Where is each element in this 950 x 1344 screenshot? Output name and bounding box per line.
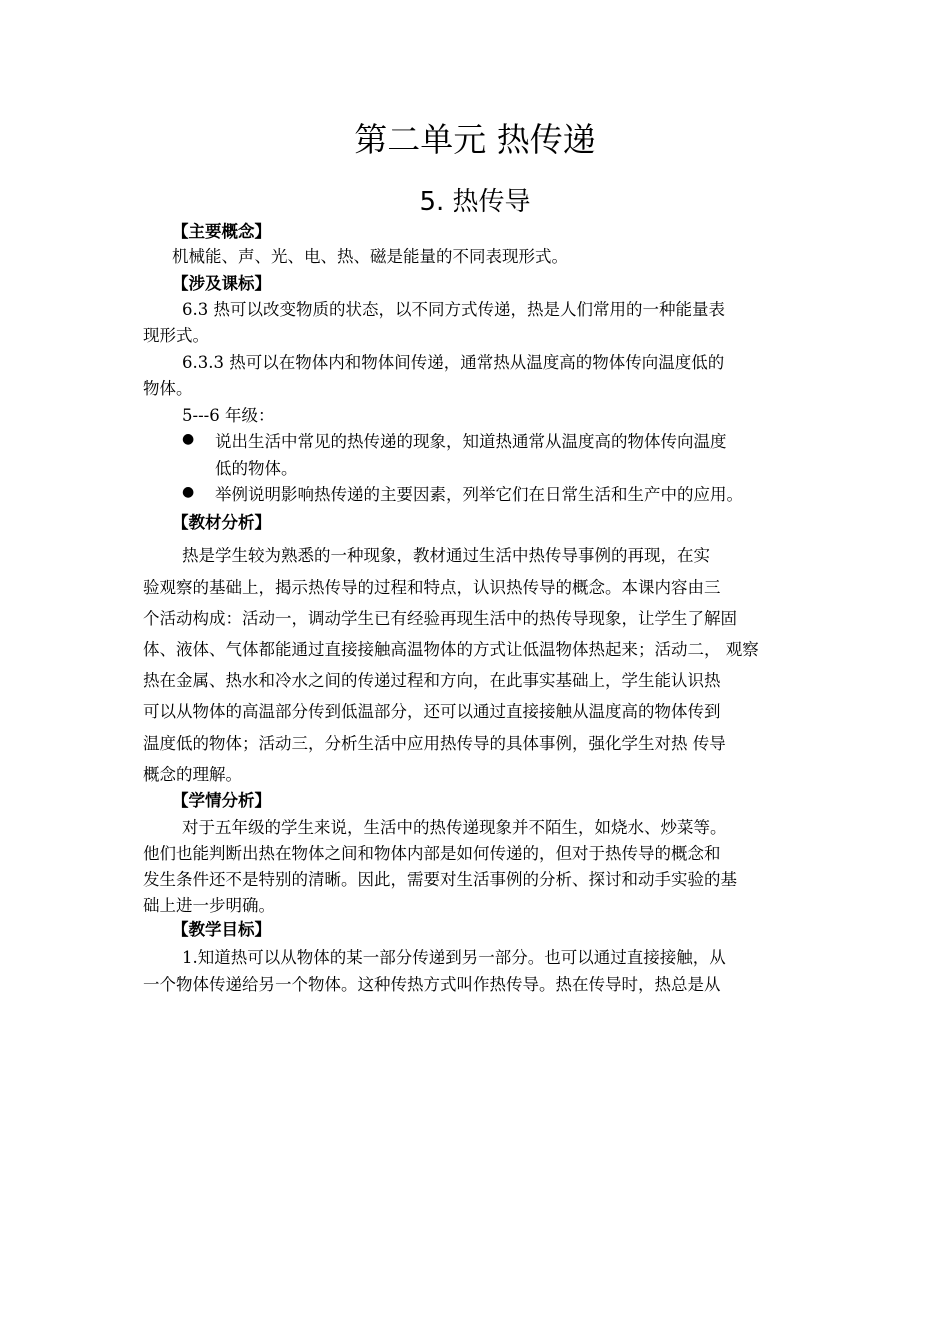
- material-line: 个活动构成：活动一，调动学生已有经验再现生活中的热传导现象，让学生了解固: [143, 609, 737, 628]
- section-heading-standards: 【涉及课标】: [172, 274, 271, 293]
- unit-title: 第二单元 热传递: [354, 120, 596, 159]
- learner-line: 础上进一步明确。: [143, 896, 275, 915]
- section-heading-goals: 【教学目标】: [172, 920, 271, 939]
- learner-line: 对于五年级的学生来说，生活中的热传递现象并不陌生，如烧水、炒菜等。: [182, 818, 727, 837]
- lesson-title: 5. 热传导: [419, 187, 531, 217]
- material-line: 验观察的基础上，揭示热传导的过程和特点，认识热传导的概念。本课内容由三: [143, 578, 721, 597]
- material-line: 温度低的物体；活动三，分析生活中应用热传导的具体事例，强化学生对热 传导: [143, 734, 726, 753]
- material-line: 热是学生较为熟悉的一种现象，教材通过生活中热传导事例的再现，在实: [182, 546, 710, 565]
- bullet-1-line-1: 说出生活中常见的热传递的现象，知道热通常从温度高的物体传向温度: [215, 432, 727, 451]
- grade-label: 5---6 年级：: [182, 406, 275, 425]
- bullet-2-line-1: 举例说明影响热传递的主要因素，列举它们在日常生活和生产中的应用。: [215, 485, 743, 504]
- standard-1-line-1: 6.3 热可以改变物质的状态，以不同方式传递，热是人们常用的一种能量表: [182, 300, 725, 319]
- bullet-marker: ●: [182, 484, 195, 500]
- section-heading-learner: 【学情分析】: [172, 791, 271, 810]
- bullet-1-line-2: 低的物体。: [215, 459, 298, 478]
- section-heading-material: 【教材分析】: [172, 513, 271, 532]
- material-line: 体、液体、气体都能通过直接接触高温物体的方式让低温物体热起来；活动二， 观察: [143, 640, 759, 659]
- goal-line-2: 一个物体传递给另一个物体。这种传热方式叫作热传导。热在传导时，热总是从: [143, 975, 721, 994]
- bullet-marker: ●: [182, 431, 195, 447]
- concept-text: 机械能、声、光、电、热、磁是能量的不同表现形式。: [172, 247, 568, 266]
- standard-1-line-2: 现形式。: [143, 326, 209, 345]
- standard-2-line-1: 6.3.3 热可以在物体内和物体间传递，通常热从温度高的物体传向温度低的: [182, 353, 725, 372]
- section-heading-concept: 【主要概念】: [172, 222, 271, 241]
- goal-line-1: 1.知道热可以从物体的某一部分传递到另一部分。也可以通过直接接触，从: [182, 948, 726, 967]
- learner-line: 发生条件还不是特别的清晰。因此，需要对生活事例的分析、探讨和动手实验的基: [143, 870, 737, 889]
- standard-2-line-2: 物体。: [143, 379, 193, 398]
- learner-line: 他们也能判断出热在物体之间和物体内部是如何传递的，但对于热传导的概念和: [143, 844, 721, 863]
- material-line: 热在金属、热水和冷水之间的传递过程和方向，在此事实基础上，学生能认识热: [143, 671, 721, 690]
- material-line: 概念的理解。: [143, 765, 242, 784]
- material-line: 可以从物体的高温部分传到低温部分，还可以通过直接接触从温度高的物体传到: [143, 702, 721, 721]
